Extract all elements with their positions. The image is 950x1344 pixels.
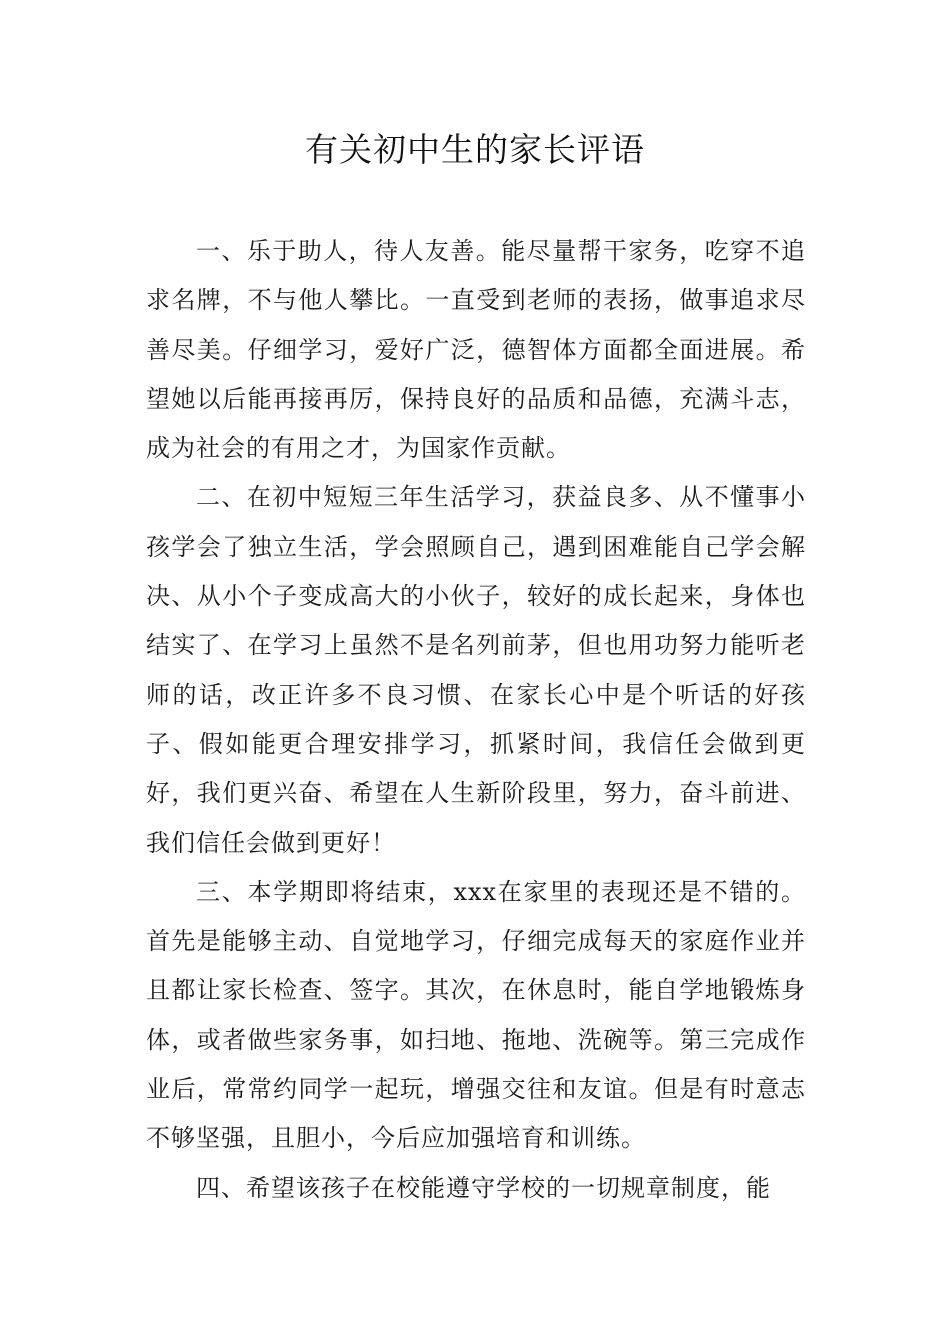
paragraph-3: 三、本学期即将结束，xxx在家里的表现还是不错的。首先是能够主动、自觉地学习，仔细完成每天的家庭作业并且都让家长检查、签字。其次，在休息时，能自学地锻炼身体，或者做些家务事，如扫地、拖地、洗碗等。第三完成作业后，常常约同学一起玩，增强交往和友谊。但是有时意志不够坚强，且胆小，今后应加强培育和训练。 [146, 877, 806, 1153]
paragraph-2: 二、在初中短短三年生活学习，获益良多、从不懂事小孩学会了独立生活，学会照顾自己，遇到困难能自己学会解决、从小个子变成高大的小伙子，较好的成长起来，身体也结实了、在学习上虽然不是名列前茅，但也用功努力能听老师的话，改正许多不良习惯、在家长心中是个听话的好孩子、假如能更合理安排学习，抓紧时间，我信任会做到更好，我们更兴奋、希望在人生新阶段里，努力，奋斗前进、我们信任会做到更好！ [146, 483, 806, 857]
document-body [146, 227, 806, 1213]
document-title: 有关初中生的家长评语 [305, 130, 645, 169]
paragraph-1: 一、乐于助人，待人友善。能尽量帮干家务，吃穿不追求名牌，不与他人攀比。一直受到老师的表扬，做事追求尽善尽美。仔细学习，爱好广泛，德智体方面都全面进展。希望她以后能再接再厉，保持良好的品质和品德，充满斗志，成为社会的有用之才，为国家作贡献。 [146, 237, 806, 463]
paragraph-4: 四、希望该孩子在校能遵守学校的一切规章制度，能 [196, 1173, 771, 1202]
